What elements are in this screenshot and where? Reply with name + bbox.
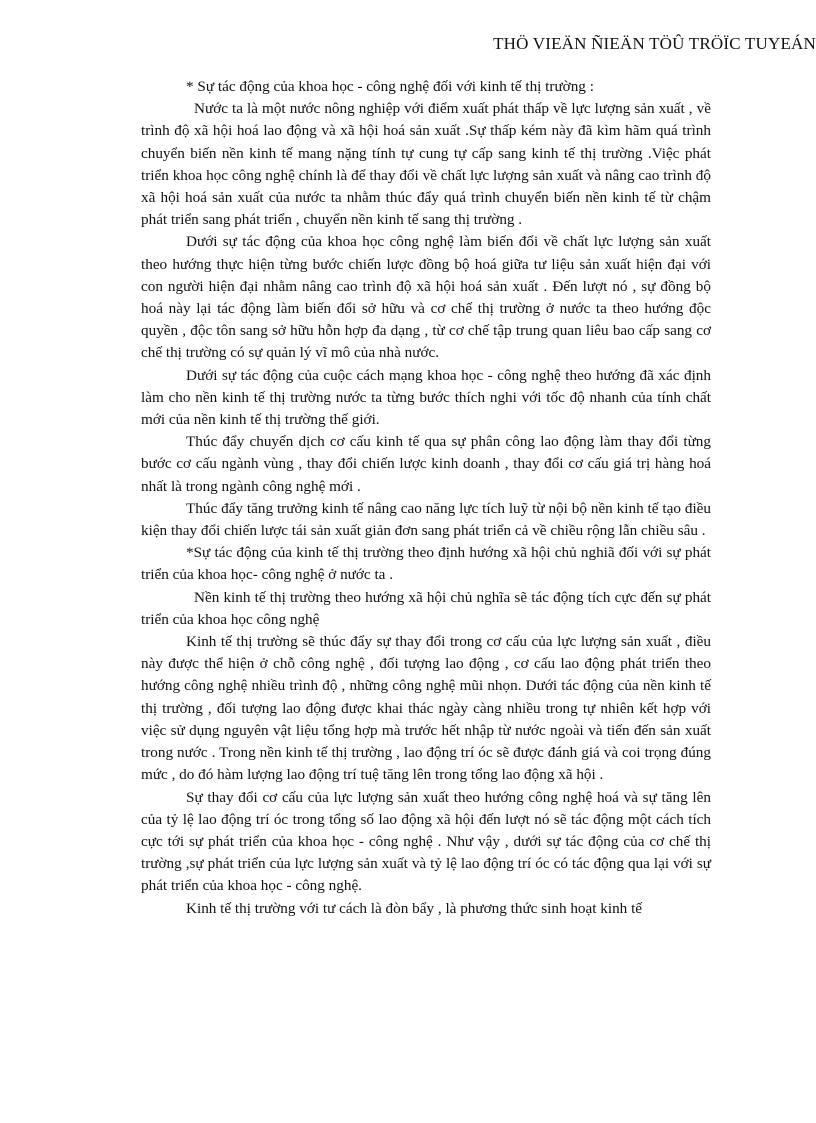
paragraph-9: Kinh tế thị trường sẽ thúc đẩy sự thay đổi trong cơ cấu của lực lượng sản xuất , điều này được thể hiện ở chỗ công nghệ , đối tượng lao động , cơ cấu lao động phát triển theo hướng công nghệ nhiều trình độ , những công nghệ mũi nhọn. Dưới tác động của nền kinh tế thị trường , đối tượng lao động được khai thác ngày càng nhiều trong tự nhiên kết hợp với việc sử dụng nguyên vật liệu tổng hợp mà trước hết nhập từ nước ngoài và tiến đến sản xuất trong nước . Trong nền kinh tế thị trường , lao động trí óc sẽ được đánh giá và coi trọng đúng mức , do đó hàm lượng lao động trí tuệ tăng lên trong tổng lao động xã hội . [141,633,711,784]
paragraph-4: Dưới sự tác động của cuộc cách mạng khoa học - công nghệ theo hướng đã xác định làm cho nền kinh tế thị trường nước ta từng bước thích nghi với tốc độ nhanh của tính chất mới của nền kinh tế thị trường thế giới. [141,366,711,429]
paragraph-3: Dưới sự tác động của khoa học công nghệ làm biến đổi về chất lực lượng sản xuất theo hướng thực hiện từng bước chiến lược đồng bộ hoá giữa tư liệu sản xuất hiện đại với con người hiện đại nhằm nâng cao trình độ xã hội hoá sản xuất . Đến lượt nó , sự đồng bộ hoá này lại tác động làm biến đổi sở hữu và cơ chế thị trường ở nước ta theo hướng độc quyền , độc tôn sang sở hữu hỗn hợp đa dạng , từ cơ chế tập trung quan liêu bao cấp sang cơ chế thị trường có sự quản lý vĩ mô của nhà nước. [141,233,711,362]
paragraph-10: Sự thay đổi cơ cấu của lực lượng sản xuất theo hướng công nghệ hoá và sự tăng lên của tỷ lệ lao động trí óc trong tổng số lao động xã hội đến lượt nó sẽ tác động một cách tích cực tới sự phát triển của khoa học - công nghệ . Như vậy , dưới sự tác động của cơ chế thị trường ,sự phát triển của lực lượng sản xuất và tỷ lệ lao động trí óc có tác động qua lại với sự phát triển của khoa học - công nghệ. [141,788,711,895]
paragraph-5: Thúc đẩy chuyển dịch cơ cấu kinh tế qua sự phân công lao động làm thay đổi từng bước cơ cấu ngành vùng , thay đổi chiến lược kinh doanh , thay đổi cơ cấu giá trị hàng hoá nhất là trong ngành công nghệ mới . [141,433,711,495]
paragraph-11: Kinh tế thị trường với tư cách là đòn bẩy , là phương thức sinh hoạt kinh tế [186,899,643,917]
paragraph-2: Nước ta là một nước nông nghiệp với điểm xuất phát thấp về lực lượng sản xuất , về trình độ xã hội hoá lao động và xã hội hoá sản xuất .Sự thấp kém này đã kìm hãm quá trình chuyển biến nền kinh tế mang nặng tính tự cung tự cấp sang kinh tế thị trường .Việc phát triển khoa học công nghệ chính là để thay đổi về chất lực lượng sản xuất và nâng cao trình độ xã hội hoá sản xuất của nước ta nhằm thúc đẩy quá trình chuyển biến nền kinh tế từ chậm phát triển sang phát triển , chuyển nền kinh tế sang thị trường . [141,100,711,229]
paragraph-8: Nền kinh tế thị trường theo hướng xã hội chủ nghĩa sẽ tác động tích cực đến sự phát triển của khoa học công nghệ [141,588,711,628]
page-header: THÖ VIEÄN ÑIEÄN TÖÛ TRÖÏC TUYEÁN [493,34,816,53]
document-body [141,76,711,920]
paragraph-7: *Sự tác động của kinh tế thị trường theo định hướng xã hội chủ nghiã đối với sự phát triển của khoa học- công nghệ ở nước ta . [141,544,711,584]
paragraph-1: * Sự tác động của khoa học - công nghệ đối với kinh tế thị trường : [186,78,594,95]
paragraph-6: Thúc đẩy tăng trưởng kinh tế nâng cao năng lực tích luỹ từ nội bộ nền kinh tế tạo điều kiện thay đổi chiến lược tái sản xuất giản đơn sang phát triển cả về chiều rộng lẫn chiều sâu . [141,499,711,540]
